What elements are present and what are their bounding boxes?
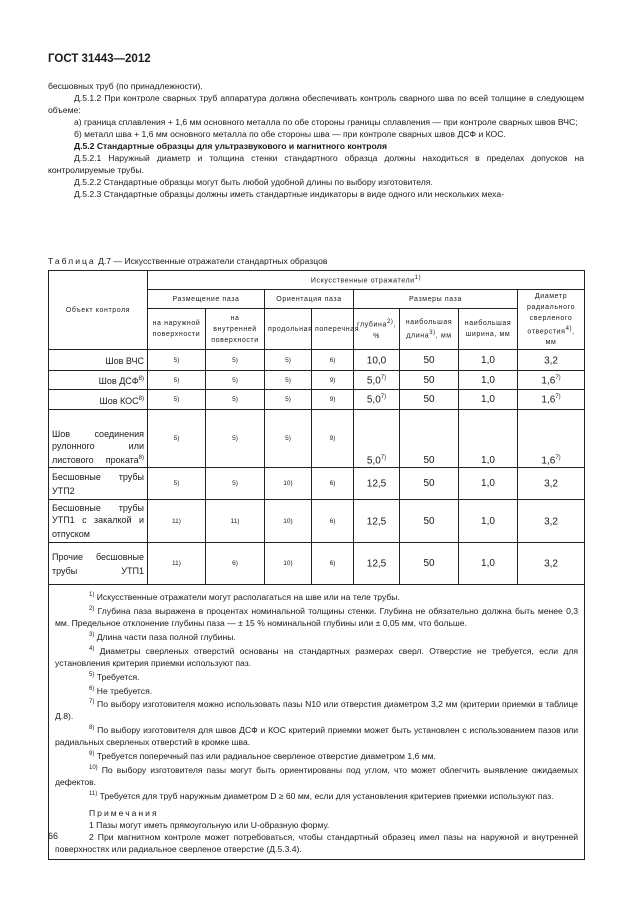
row-label: Бесшовные трубы УТП1 с закалкой и отпуском	[49, 500, 148, 543]
table-row	[49, 410, 585, 468]
footnote: $^{4)}$ Диаметры сверленых отверстий основаны на стандартных размерах сверл. Отверстие не требуется, если для установления критерия приемки используют паз.	[55, 645, 579, 668]
note: 1 Пазы могут иметь прямоугольную или U-образную форму.	[89, 819, 330, 830]
header-diameter: Диаметр радиального сверленого отверстия4), мм	[518, 290, 585, 350]
header-inner: на внутренней поверхности	[206, 309, 265, 350]
cell-width: 1,0	[459, 350, 518, 371]
row-label: Шов ВЧС	[49, 350, 148, 371]
header-longitudinal: продольная	[265, 309, 312, 350]
footnote: $^{9)}$ Требуется поперечный паз или радиальное сверленое отверстие диаметром 1,6 мм.	[89, 751, 436, 762]
cell-depth: 12,5	[354, 468, 400, 500]
cell-width: 1,0	[459, 543, 518, 585]
note: 2 При магнитном контроле может потребоваться, чтобы стандартный образец имел пазы на наружной и внутренней поверхностях или радиальное сверленое отверстие (Д.5.3.4).	[55, 831, 579, 854]
cell-depth: 12,5	[354, 543, 400, 585]
cell-inner: 5)	[206, 468, 265, 500]
footnote: $^{6)}$ Не требуется.	[89, 685, 153, 696]
header-reflectors: Искусственные отражатели1)	[148, 271, 585, 290]
cell-inner: 6)	[206, 543, 265, 585]
footnote: $^{5)}$ Требуется.	[89, 671, 140, 682]
cell-transverse: 6)	[312, 543, 354, 585]
cell-width: 1,0	[459, 390, 518, 410]
header-placement: Размещение паза	[148, 290, 265, 309]
cell-outer: 5)	[148, 468, 206, 500]
paragraph: Д.5.2.3 Стандартные образцы должны иметь стандартные индикаторы в виде одного или нескольких меха-	[74, 189, 504, 199]
cell-longitudinal: 10)	[265, 468, 312, 500]
cell-transverse: 9)	[312, 390, 354, 410]
document-header: ГОСТ 31443—2012	[48, 53, 151, 65]
header-sizes: Размеры паза	[354, 290, 518, 309]
cell-diameter: 3,2	[518, 350, 585, 371]
cell-longitudinal: 10)	[265, 500, 312, 543]
cell-transverse: 9)	[312, 410, 354, 468]
cell-length: 50	[400, 410, 459, 468]
cell-length: 50	[400, 500, 459, 543]
header-object: Объект контроля	[49, 271, 148, 350]
table-caption-text: Д.7 — Искусственные отражатели стандартных образцов	[98, 256, 328, 266]
cell-outer: 5)	[148, 390, 206, 410]
row-label: Прочие бесшовные трубы УТП1	[49, 543, 148, 585]
cell-inner: 5)	[206, 371, 265, 390]
cell-inner: 5)	[206, 410, 265, 468]
footnote: $^{10)}$ По выбору изготовителя пазы могут быть ориентированы под углом, что может облегчить выявление ожидаемых дефектов.	[55, 764, 579, 787]
cell-diameter: 1,6$^{7)}$	[518, 390, 585, 410]
cell-longitudinal: 5)	[265, 390, 312, 410]
header-orientation: Ориентация паза	[265, 290, 354, 309]
cell-diameter: 3,2	[518, 468, 585, 500]
cell-transverse: 6)	[312, 468, 354, 500]
cell-depth: 5,0$^{7)}$	[354, 410, 400, 468]
footnote: $^{8)}$ По выбору изготовителя для швов ДСФ и КОС критерий приемки может быть установлен с использованием пазов или радиальных сверленых отверстий в кромке шва.	[55, 725, 579, 748]
cell-inner: 11)	[206, 500, 265, 543]
header-transverse: поперечная	[312, 309, 354, 350]
cell-length: 50	[400, 468, 459, 500]
cell-depth: 10,0	[354, 350, 400, 371]
cell-diameter: 3,2	[518, 500, 585, 543]
cell-outer: 5)	[148, 371, 206, 390]
footnote: $^{7)}$ По выбору изготовителя можно использовать пазы N10 или отверстия диаметром 3,2 мм (критерии приемки в таблице Д.8).	[55, 699, 579, 722]
header-depth: глубина2), %	[354, 309, 400, 350]
cell-outer: 5)	[148, 350, 206, 371]
cell-longitudinal: 5)	[265, 350, 312, 371]
row-label: Шов соединения рулонного или листового проката$^{8)}$	[49, 410, 148, 468]
footnote: $^{2)}$ Глубина паза выражена в процентах номинальной толщины стенки. Глубина не обязательно должна быть менее 0,3 мм. Предельное отклонение глубины паза — ± 15 % номинальной глубины или ± 0,05 мм, что больше.	[55, 606, 579, 629]
row-label: Шов ДСФ$^{8)}$	[49, 371, 148, 390]
body-text	[48, 80, 584, 200]
notes-title: Примечания	[89, 807, 159, 818]
table-caption-word: Таблица	[48, 256, 96, 266]
cell-transverse: 6)	[312, 500, 354, 543]
cell-diameter: 1,6$^{7)}$	[518, 410, 585, 468]
table-row	[49, 543, 585, 585]
cell-outer: 11)	[148, 500, 206, 543]
table-row	[49, 371, 585, 390]
row-label: Бесшовные трубы УТП2	[49, 468, 148, 500]
table-caption	[48, 256, 327, 266]
cell-longitudinal: 10)	[265, 543, 312, 585]
table-row	[49, 500, 585, 543]
table-footnotes	[49, 585, 585, 859]
cell-longitudinal: 5)	[265, 410, 312, 468]
footnote: $^{3)}$ Длина части паза полной глубины.	[89, 631, 236, 642]
cell-outer: 5)	[148, 410, 206, 468]
cell-width: 1,0	[459, 468, 518, 500]
table-row	[49, 390, 585, 410]
cell-width: 1,0	[459, 410, 518, 468]
cell-depth: 12,5	[354, 500, 400, 543]
cell-width: 1,0	[459, 500, 518, 543]
cell-length: 50	[400, 543, 459, 585]
cell-depth: 5,0$^{7)}$	[354, 390, 400, 410]
cell-transverse: 6)	[312, 350, 354, 371]
header-length: наибольшая длина3), мм	[400, 309, 459, 350]
footnote: $^{1)}$ Искусственные отражатели могут располагаться на шве или на теле трубы.	[89, 592, 400, 603]
table-row	[49, 468, 585, 500]
cell-inner: 5)	[206, 390, 265, 410]
cell-diameter: 1,6$^{7)}$	[518, 371, 585, 390]
header-outer: на наружной поверхности	[148, 309, 206, 350]
paragraph: Д.5.2.1 Наружный диаметр и толщина стенки стандартного образца должны находиться в пределах допусков на контролируемые трубы.	[48, 153, 584, 175]
cell-length: 50	[400, 350, 459, 371]
paragraph: а) граница сплавления + 1,6 мм основного металла по обе стороны границы сплавления — при контроле сварных швов ВЧС;	[74, 117, 578, 127]
paragraph: Д.5.1.2 При контроле сварных труб аппаратура должна обеспечивать контроль сварного шва по всей толщине в следующем объеме:	[48, 93, 584, 115]
cell-diameter: 3,2	[518, 543, 585, 585]
cell-outer: 11)	[148, 543, 206, 585]
paragraph: б) металл шва + 1,6 мм основного металла по обе стороны шва — при контроле сварных швов ДСФ и КОС.	[74, 129, 506, 139]
section-heading: Д.5.2 Стандартные образцы для ультразвукового и магнитного контроля	[74, 141, 387, 151]
header-width: наибольшая ширина, мм	[459, 309, 518, 350]
footnote: $^{11)}$ Требуется для труб наружным диаметром D ≥ 60 мм, если для установления критериев приемки используют паз.	[89, 790, 554, 801]
cell-transverse: 9)	[312, 371, 354, 390]
paragraph: Д.5.2.2 Стандартные образцы могут быть любой удобной длины по выбору изготовителя.	[74, 177, 433, 187]
row-label: Шов КОС$^{8)}$	[49, 390, 148, 410]
cell-length: 50	[400, 371, 459, 390]
cell-depth: 5,0$^{7)}$	[354, 371, 400, 390]
cell-longitudinal: 5)	[265, 371, 312, 390]
reflectors-table	[48, 270, 585, 860]
table-row	[49, 350, 585, 371]
cell-length: 50	[400, 390, 459, 410]
page-number: 66	[48, 831, 59, 841]
cell-inner: 5)	[206, 350, 265, 371]
paragraph: бесшовных труб (по принадлежности).	[48, 81, 203, 91]
cell-width: 1,0	[459, 371, 518, 390]
